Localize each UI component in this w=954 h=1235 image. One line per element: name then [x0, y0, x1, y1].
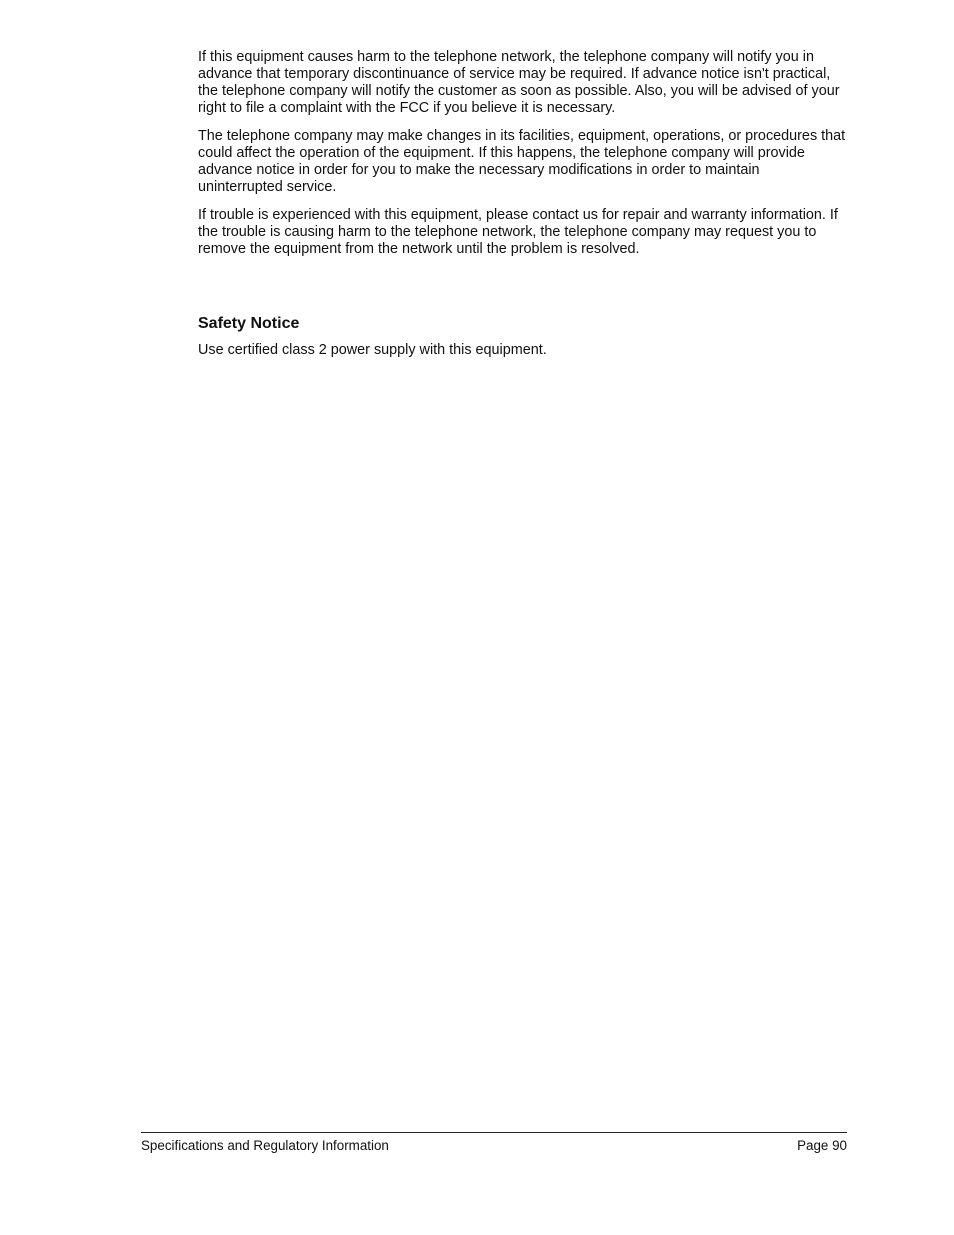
- page-footer: [141, 1132, 847, 1154]
- page-content: [198, 49, 848, 370]
- safety-notice-heading: Safety Notice: [198, 315, 300, 332]
- footer-page-number: Page 90: [797, 1138, 847, 1153]
- safety-notice-text: Use certified class 2 power supply with this equipment.: [198, 342, 547, 358]
- paragraph-network-harm: If this equipment causes harm to the telephone network, the telephone company will notify you in advance that temporary discontinuance of service may be required. If advance notice isn't practical, the telephone company will notify the customer as soon as possible. Also, you will be advised of your right to file a complaint with the FCC if you believe it is necessary.: [198, 49, 840, 116]
- paragraph-trouble-repair: If trouble is experienced with this equipment, please contact us for repair and warranty information. If the trouble is causing harm to the telephone network, the telephone company may request you to remove the equipment from the network until the problem is resolved.: [198, 207, 838, 257]
- footer-section-title: Specifications and Regulatory Information: [141, 1138, 389, 1153]
- paragraph-facility-changes: The telephone company may make changes in its facilities, equipment, operations, or procedures that could affect the operation of the equipment. If this happens, the telephone company will provide advance notice in order for you to make the necessary modifications in order to maintain uninterrupted service.: [198, 128, 846, 195]
